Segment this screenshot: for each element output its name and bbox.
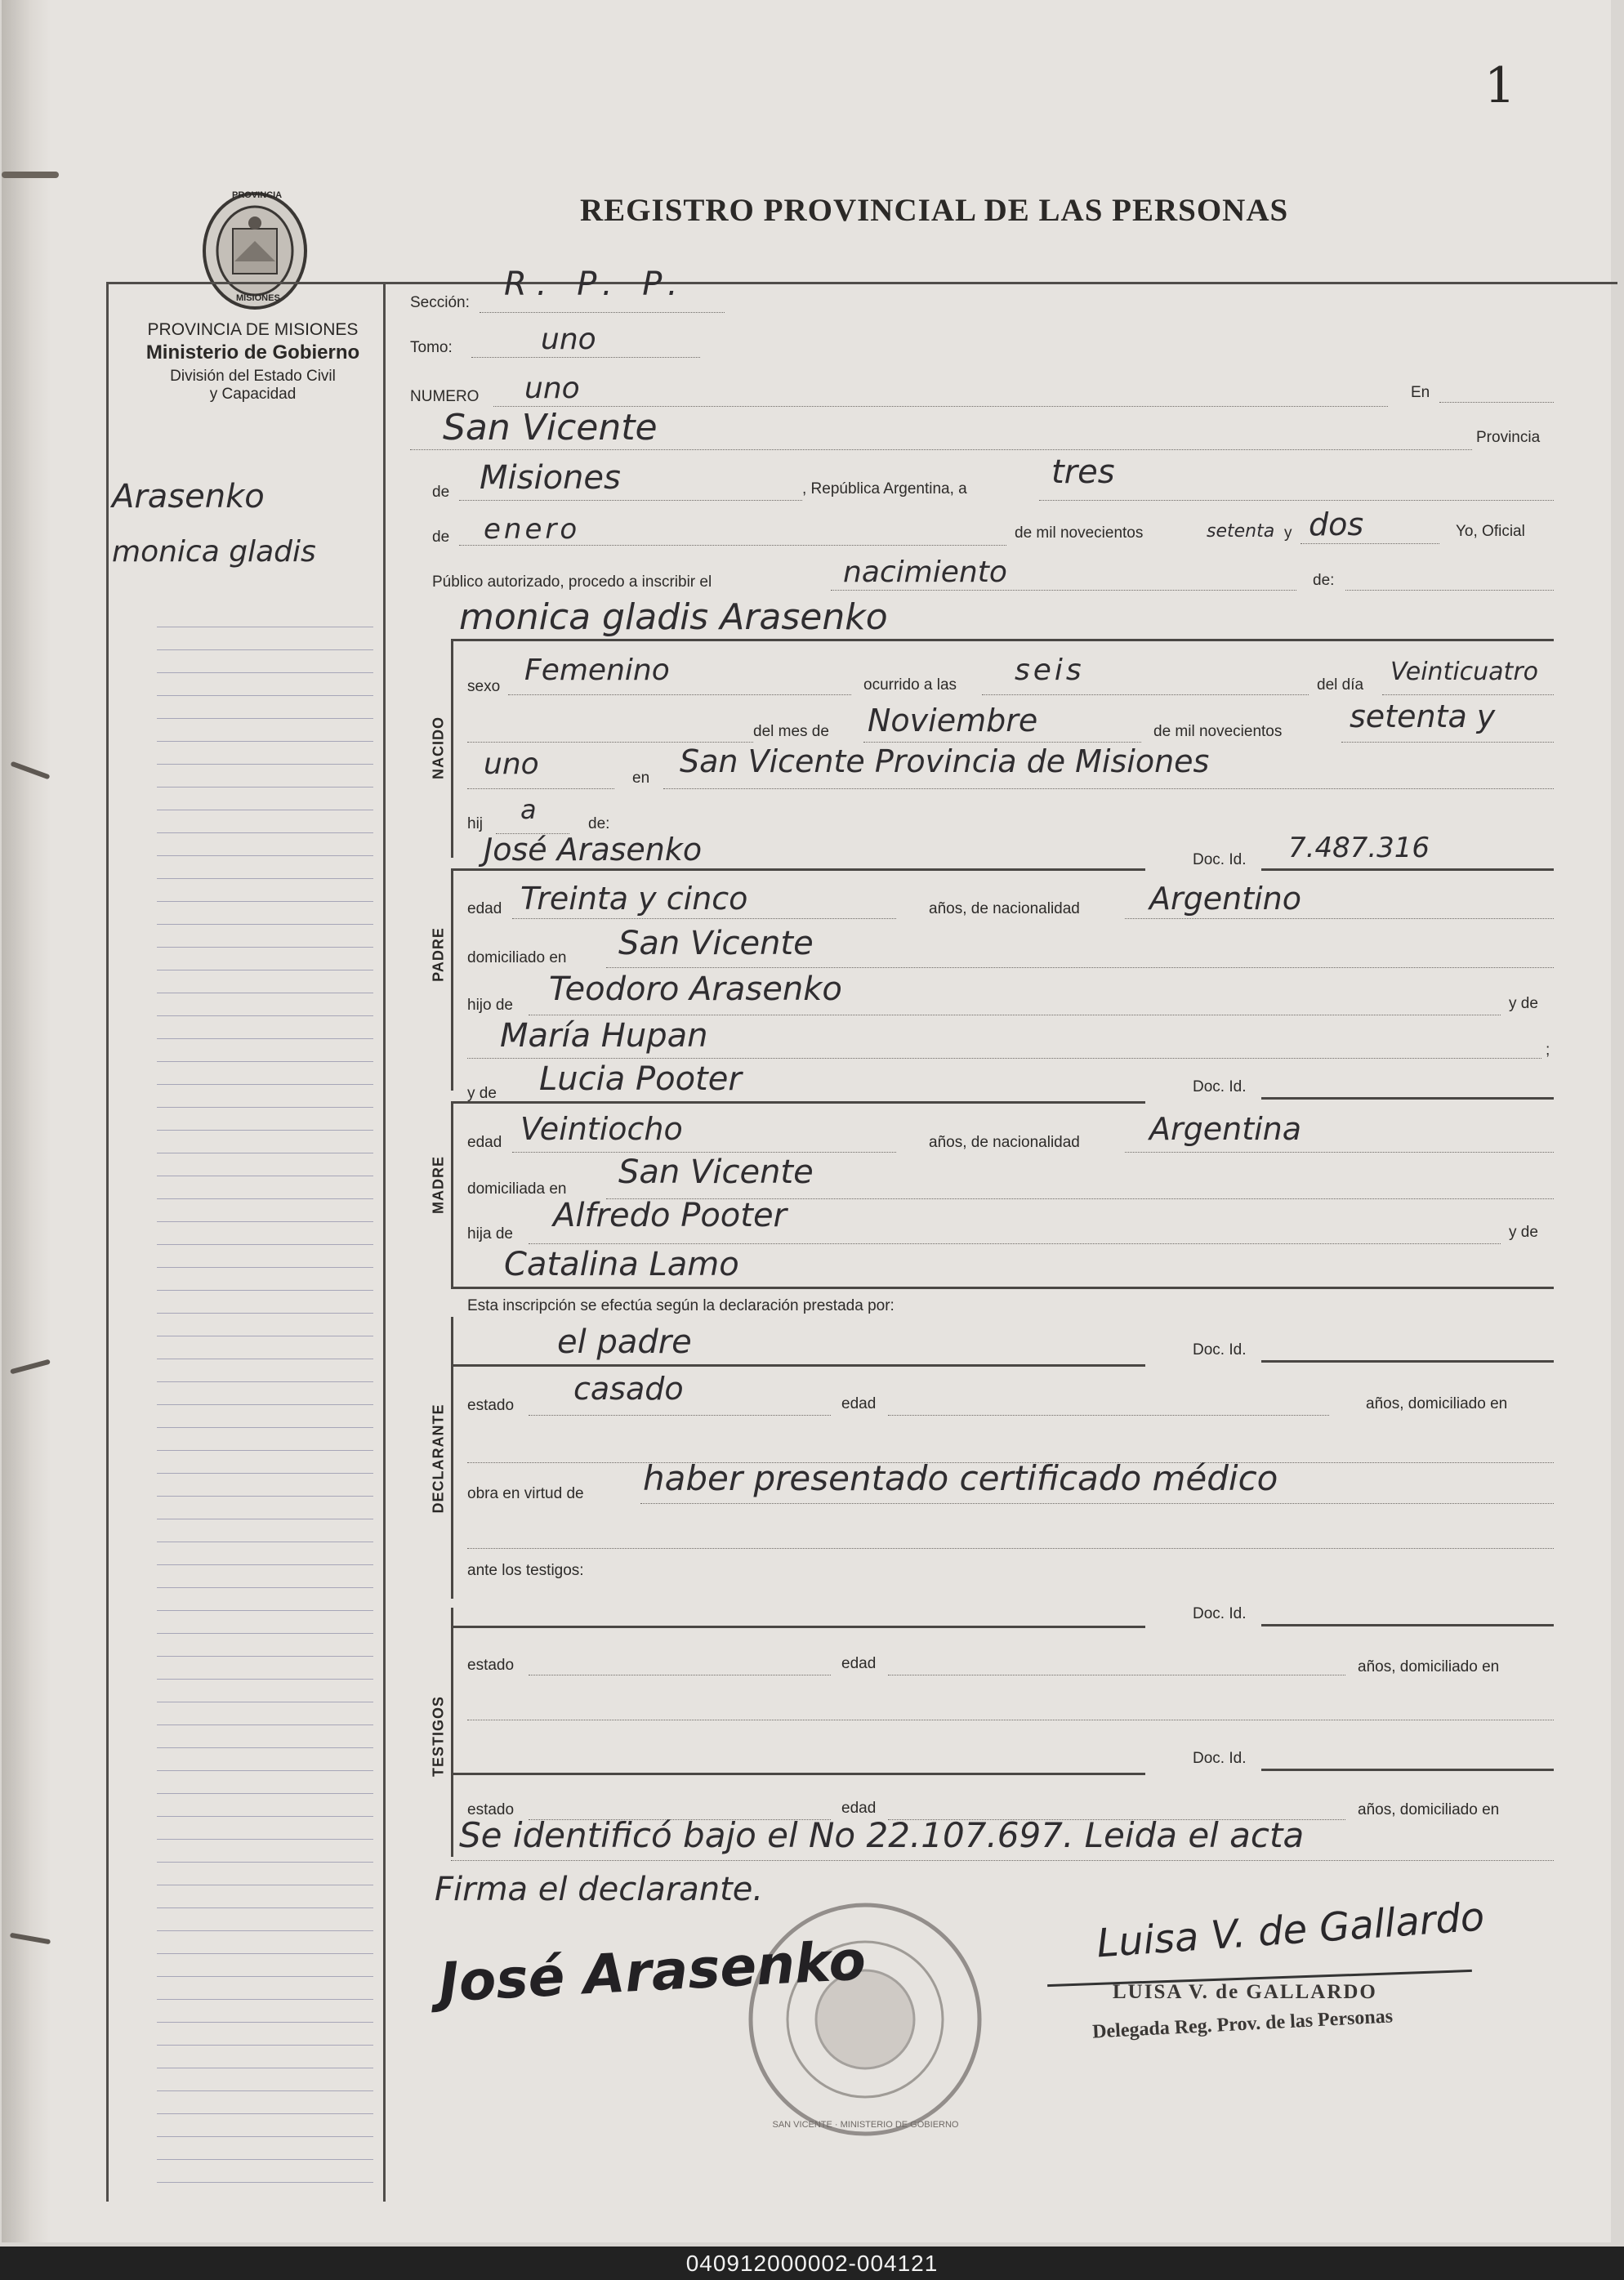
dia-value: tres (1051, 453, 1115, 491)
madre-yde-label: y de (1509, 1224, 1538, 1241)
dia-value-nacido: Veinticuatro (1390, 658, 1539, 686)
official-name-stamp: LUISA V. de GALLARDO (1113, 1981, 1377, 2003)
de-colon-label: de: (1313, 572, 1335, 589)
hora-value: seis (1015, 654, 1085, 687)
anio-value-nacido: setenta y (1350, 698, 1496, 734)
padre-domicilio-line (606, 967, 1554, 968)
testigos-edad1-label: edad (841, 1655, 877, 1672)
padre-hijo-label: hijo de (467, 997, 513, 1014)
page-number: 1 (1484, 57, 1516, 114)
padre-madre-de-line (467, 1058, 1541, 1059)
declarante-nombre-line (451, 1364, 1145, 1367)
padre-nombre-value: José Arasenko (484, 832, 703, 868)
declarante-signature: José Arasenko (437, 1929, 868, 2015)
padre-yde2-label: y de (467, 1085, 497, 1102)
padre-padre-de-value: Teodoro Arasenko (549, 970, 842, 1008)
margin-note-names: monica gladis (112, 535, 316, 569)
document-id: 040912000002-004121 (685, 2250, 939, 2276)
declarante-obra-label: obra en virtud de (467, 1485, 584, 1502)
anio-line-nacido (1341, 742, 1554, 743)
padre-yde-label: y de (1509, 995, 1538, 1012)
declarante-obra-line (640, 1503, 1554, 1504)
de-label-nacido: de: (588, 815, 610, 832)
madre-madre-de-line (451, 1287, 1554, 1289)
testigos-anios1-label: años, domiciliado en (1358, 1658, 1500, 1675)
margin-note-surname: Arasenko (112, 478, 265, 515)
tomo-line (471, 357, 700, 358)
dia-line (1039, 500, 1554, 501)
padre-conyuge-value: Lucia Pooter (539, 1060, 742, 1098)
republica-label: , República Argentina, a (802, 480, 967, 497)
seccion-value: R. P. P. (504, 265, 688, 303)
lugar-line-nacido (663, 788, 1554, 789)
madre-anios-label: años, de nacionalidad (929, 1134, 1080, 1151)
declarante-doc-line (1261, 1360, 1554, 1363)
testigos-anios2-label: años, domiciliado en (1358, 1801, 1500, 1818)
hij-label: hij (467, 815, 484, 832)
stamp-text: SAN VICENTE · MINISTERIO DE GOBIERNO (772, 2120, 959, 2130)
en-label-nacido: en (632, 770, 650, 787)
testigos-estado1-label: estado (467, 1657, 515, 1674)
anio1-value: setenta (1207, 521, 1275, 542)
en-label: En (1411, 384, 1430, 401)
sexo-label: sexo (467, 678, 501, 695)
testigos-doc2-label: Doc. Id. (1193, 1750, 1247, 1767)
en-line (1439, 402, 1554, 403)
padre-conyuge-line (451, 1101, 1145, 1104)
tomo-value: uno (541, 323, 596, 356)
mil-label-nacido: de mil novecientos (1153, 723, 1283, 740)
top-border (106, 282, 1617, 284)
madre-edad-value: Veintiocho (520, 1111, 683, 1147)
declarante-estado-line (529, 1415, 831, 1416)
padre-edad-line (512, 918, 896, 919)
nacido-nombre-line (451, 639, 1554, 641)
nacido-bracket (451, 639, 453, 858)
testigos-doc1-label: Doc. Id. (1193, 1605, 1247, 1622)
numero-label: NUMERO (410, 388, 480, 405)
madre-bracket (451, 1103, 453, 1287)
declarante-obra-value: haber presentado certificado médico (643, 1458, 1278, 1498)
padre-bracket (451, 870, 453, 1091)
madre-hija-line (529, 1243, 1501, 1244)
declarante-section-label: DECLARANTE (430, 1403, 447, 1514)
mes-line-nacido (863, 742, 1141, 743)
left-column-border (106, 282, 109, 2202)
padre-nombre-line (451, 868, 1145, 871)
padre-doc2-line (1261, 1097, 1554, 1100)
binding-edge (2, 0, 51, 2242)
acto-value: nacimiento (843, 555, 1007, 589)
document-id-footer (0, 2247, 1624, 2280)
official-signature: Luisa V. de Gallardo (1095, 1894, 1486, 1967)
testigos-estado2-label: estado (467, 1801, 515, 1818)
padre-anios-label: años, de nacionalidad (929, 900, 1080, 917)
padre-doc-value: 7.487.316 (1288, 832, 1430, 864)
testigos-line-2 (451, 1773, 1145, 1775)
dia-line-nacido (1382, 694, 1554, 695)
declarante-ante-label: ante los testigos: (467, 1562, 584, 1579)
testigos-section-label: TESTIGOS (430, 1696, 447, 1778)
madre-nacionalidad-value: Argentina (1149, 1111, 1302, 1147)
madre-hija-label: hija de (467, 1225, 513, 1243)
coat-of-arms-icon (194, 184, 316, 315)
issuer-block (108, 320, 398, 404)
de2-label: de (432, 529, 450, 546)
declarante-bracket (451, 1317, 453, 1599)
madre-domicilio-label: domiciliada en (467, 1180, 567, 1198)
de-colon-line (1345, 590, 1554, 591)
anio-cont-value: uno (484, 747, 539, 781)
padre-doc2-label: Doc. Id. (1193, 1078, 1247, 1095)
margin-ruled-lines (157, 605, 373, 2189)
numero-value: uno (524, 372, 580, 405)
declarante-edad-label: edad (841, 1395, 877, 1412)
publico-label: Público autorizado, procedo a inscribir el (432, 573, 712, 591)
issuer-province: PROVINCIA DE MISIONES (147, 320, 359, 339)
lugar-value: San Vicente (443, 407, 658, 448)
anio-line (1301, 543, 1439, 544)
testigos-bracket (451, 1608, 453, 1857)
padre-edad-value: Treinta y cinco (520, 881, 748, 917)
declarante-doc-label: Doc. Id. (1193, 1341, 1247, 1359)
lugar-line (410, 449, 1472, 450)
issuer-capacity: y Capacidad (209, 386, 297, 403)
testigos-doc1-line (1261, 1624, 1554, 1626)
declarante-intro: Esta inscripción se efectúa según la declaración prestada por: (467, 1297, 895, 1314)
seal-top-text: PROVINCIA (232, 190, 283, 200)
padre-doc-line (1261, 868, 1554, 871)
lugar-value-nacido: San Vicente Provincia de Misiones (680, 743, 1210, 779)
nacido-section-label: NACIDO (430, 716, 447, 779)
padre-section-label: PADRE (430, 927, 447, 982)
provincia-line (459, 500, 802, 501)
declarante-estado-label: estado (467, 1397, 515, 1414)
padre-semicolon: ; (1546, 1042, 1550, 1059)
madre-domicilio-value: San Vicente (618, 1153, 814, 1191)
declarante-estado-value: casado (573, 1371, 684, 1407)
padre-edad-label: edad (467, 900, 502, 917)
provincia-label: Provincia (1476, 429, 1541, 446)
declarante-edad-line (888, 1415, 1329, 1416)
seccion-line (480, 312, 725, 313)
del-mes-label: del mes de (753, 723, 829, 740)
del-mes-pre-line (467, 742, 753, 743)
content-border (383, 282, 386, 2202)
anio-cont-line (467, 788, 614, 789)
seccion-label: Sección: (410, 294, 470, 311)
issuer-ministry: Ministerio de Gobierno (145, 341, 360, 364)
binding-stitch (2, 172, 59, 178)
madre-edad-label: edad (467, 1134, 502, 1151)
madre-padre-de-value: Alfredo Pooter (553, 1197, 787, 1234)
padre-nacionalidad-line (1125, 918, 1554, 919)
hij-suffix-value: a (520, 794, 537, 825)
sexo-value: Femenino (524, 654, 670, 687)
nacido-nombre-value: monica gladis Arasenko (459, 596, 888, 638)
madre-edad-line (512, 1152, 896, 1153)
padre-domicilio-value: San Vicente (618, 925, 814, 962)
testigos-doc2-line (1261, 1769, 1554, 1771)
document-title: REGISTRO PROVINCIAL DE LAS PERSONAS (580, 193, 1289, 228)
issuer-division: División del Estado Civil (170, 368, 336, 385)
madre-section-label: MADRE (430, 1156, 447, 1214)
padre-domicilio-label: domiciliado en (467, 949, 567, 966)
declarante-anios-label: años, domiciliado en (1366, 1395, 1508, 1412)
testigos-line-1 (451, 1626, 1145, 1628)
closing-line-1: Se identificó bajo el No 22.107.697. Leida el acta (459, 1815, 1305, 1855)
padre-doc-label: Doc. Id. (1193, 851, 1247, 868)
register-sheet (25, 0, 1611, 2242)
acto-line (831, 590, 1296, 591)
padre-nacionalidad-value: Argentino (1149, 881, 1301, 917)
official-title-stamp: Delegada Reg. Prov. de las Personas (1091, 2006, 1394, 2043)
tomo-label: Tomo: (410, 339, 453, 356)
testigos-edad2-label: edad (841, 1800, 877, 1817)
provincia-value: Misiones (480, 459, 621, 497)
declarante-extra-line (467, 1548, 1554, 1549)
padre-madre-de-value: María Hupan (500, 1017, 708, 1055)
mil-label: de mil novecientos (1015, 524, 1144, 542)
closing-line-2: Firma el declarante. (435, 1871, 764, 1908)
anio2-value: dos (1309, 506, 1364, 542)
seal-bottom-text: MISIONES (236, 293, 280, 303)
hora-line (982, 694, 1309, 695)
ocurrido-label: ocurrido a las (863, 676, 957, 694)
del-dia-label: del día (1317, 676, 1364, 694)
closing-line-1-rule (451, 1860, 1554, 1861)
madre-madre-de-value: Catalina Lamo (504, 1246, 739, 1283)
sexo-line (508, 694, 851, 695)
de-label: de (432, 484, 450, 501)
mes-value: enero (484, 513, 581, 546)
declarante-nombre-value: el padre (557, 1323, 692, 1361)
mes-value-nacido: Noviembre (868, 703, 1038, 738)
madre-nacionalidad-line (1125, 1152, 1554, 1153)
yo-label: Yo, Oficial (1456, 523, 1525, 540)
y-label: y (1284, 524, 1292, 542)
